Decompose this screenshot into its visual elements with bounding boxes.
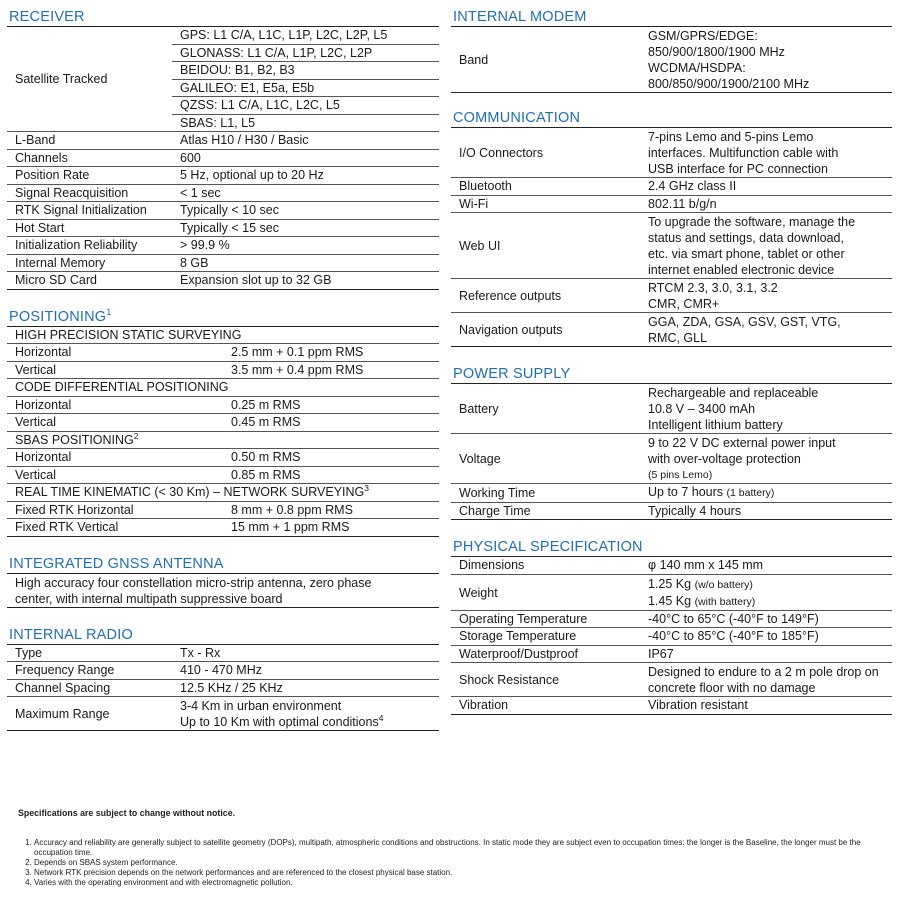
table-row [451, 27, 892, 93]
row-value: RTCM 2.3, 3.0, 3.1, 3.2 CMR, CMR+ [640, 279, 892, 313]
satellite-label: Satellite Tracked [7, 27, 172, 132]
table-row [7, 361, 439, 379]
right-column [451, 8, 892, 733]
receiver-title: RECEIVER [7, 8, 439, 27]
communication-section [451, 109, 892, 347]
table-row [451, 663, 892, 697]
row-value: Expansion slot up to 32 GB [172, 272, 439, 290]
rtk-heading: REAL TIME KINEMATIC (< 30 Km) – NETWORK SURVEYING$^3$ [7, 484, 439, 502]
antenna-title: INTEGRATED GNSS ANTENNA [7, 555, 439, 574]
table-row [7, 132, 439, 150]
positioning-section [7, 308, 439, 537]
row-label: Wi-Fi [451, 195, 640, 213]
table-subheader [7, 431, 439, 449]
row-label: Vertical [7, 414, 223, 432]
antenna-table [7, 574, 439, 608]
table-row [7, 501, 439, 519]
table-row [7, 149, 439, 167]
footnote-list [18, 838, 888, 888]
table-row [7, 519, 439, 537]
row-value: To upgrade the software, manage the status and settings, data download, etc. via smart phone, tablet or other internet enabled electronic device [640, 213, 892, 279]
radio-table [7, 645, 439, 732]
table-subheader [7, 327, 439, 344]
table-row [7, 645, 439, 662]
row-label: Vertical [7, 466, 223, 484]
sbas-heading: SBAS POSITIONING$^2$ [7, 431, 439, 449]
row-label: Bluetooth [451, 178, 640, 196]
row-label: Fixed RTK Vertical [7, 519, 223, 537]
row-label: Band [451, 27, 640, 93]
power-table [451, 384, 892, 520]
table-row [451, 384, 892, 434]
row-value: 7-pins Lemo and 5-pins Lemo interfaces. Multifunction cable with USB interface for PC connection [640, 128, 892, 178]
row-value: Up to 7 hours (1 battery) [640, 484, 892, 503]
table-row [7, 697, 439, 731]
table-row [7, 344, 439, 362]
row-value: > 99.9 % [172, 237, 439, 255]
row-label: Web UI [451, 213, 640, 279]
table-row [451, 557, 892, 574]
row-value: Typically < 10 sec [172, 202, 439, 220]
table-row [451, 213, 892, 279]
antenna-description: High accuracy four constellation micro-strip antenna, zero phase center, with internal multipath suppressive board [7, 574, 439, 608]
row-value: GSM/GPRS/EDGE: 850/900/1800/1900 MHz WCDMA/HSDPA: 800/850/900/1900/2100 MHz [640, 27, 892, 93]
row-value: -40°C to 65°C (-40°F to 149°F) [640, 610, 892, 628]
row-label: Navigation outputs [451, 313, 640, 347]
row-value: 8 GB [172, 254, 439, 272]
row-value: IP67 [640, 645, 892, 663]
row-label: Charge Time [451, 502, 640, 520]
table-row [451, 195, 892, 213]
table-row [451, 128, 892, 178]
satellite-galileo: GALILEO: E1, E5a, E5b [172, 79, 439, 97]
table-row [7, 27, 439, 44]
row-label: Vertical [7, 361, 223, 379]
positioning-title: POSITIONING$^1$ [7, 308, 439, 327]
modem-table [451, 27, 892, 93]
radio-section [7, 626, 439, 732]
row-label: Micro SD Card [7, 272, 172, 290]
table-row [7, 219, 439, 237]
table-row [451, 502, 892, 520]
positioning-table [7, 327, 439, 537]
physical-table [451, 557, 892, 715]
row-label: Waterproof/Dustproof [451, 645, 640, 663]
table-row [7, 167, 439, 185]
table-row [451, 628, 892, 646]
row-value: 0.45 m RMS [223, 414, 439, 432]
table-row [451, 610, 892, 628]
communication-title: COMMUNICATION [451, 109, 892, 128]
row-label: Operating Temperature [451, 610, 640, 628]
table-row [451, 178, 892, 196]
row-value: Vibration resistant [640, 697, 892, 715]
row-value: -40°C to 85°C (-40°F to 185°F) [640, 628, 892, 646]
row-value: 0.25 m RMS [223, 396, 439, 414]
row-label: Position Rate [7, 167, 172, 185]
disclaimer: Specifications are subject to change without notice. [18, 808, 236, 818]
table-row [7, 449, 439, 467]
row-label: Signal Reacquisition [7, 184, 172, 202]
row-value: 600 [172, 149, 439, 167]
row-label: Reference outputs [451, 279, 640, 313]
table-row [7, 414, 439, 432]
row-value: 15 mm + 1 ppm RMS [223, 519, 439, 537]
row-label: Type [7, 645, 172, 662]
row-value: Designed to endure to a 2 m pole drop on concrete floor with no damage [640, 663, 892, 697]
row-value: 3.5 mm + 0.4 ppm RMS [223, 361, 439, 379]
row-label: Frequency Range [7, 662, 172, 680]
receiver-table [7, 27, 439, 290]
modem-section [451, 8, 892, 93]
footnote-item: 3. Network RTK precision depends on the network performances and are referenced to the closest physical base station. [34, 868, 888, 878]
left-column [7, 8, 439, 749]
receiver-section [7, 8, 439, 290]
row-label: Horizontal [7, 449, 223, 467]
row-label: Fixed RTK Horizontal [7, 501, 223, 519]
power-title: POWER SUPPLY [451, 365, 892, 384]
code-diff-heading: CODE DIFFERENTIAL POSITIONING [7, 379, 439, 397]
row-label: L-Band [7, 132, 172, 150]
satellite-beidou: BEIDOU: B1, B2, B3 [172, 62, 439, 80]
row-label: Shock Resistance [451, 663, 640, 697]
antenna-section [7, 555, 439, 608]
row-label: Channel Spacing [7, 679, 172, 697]
table-row [451, 484, 892, 503]
row-label: Hot Start [7, 219, 172, 237]
table-row [451, 279, 892, 313]
footnotes [18, 808, 888, 888]
table-row [7, 237, 439, 255]
row-value: 5 Hz, optional up to 20 Hz [172, 167, 439, 185]
row-value: GGA, ZDA, GSA, GSV, GST, VTG, RMC, GLL [640, 313, 892, 347]
row-value: 2.5 mm + 0.1 ppm RMS [223, 344, 439, 362]
row-label: Horizontal [7, 396, 223, 414]
row-label: Vibration [451, 697, 640, 715]
row-label: Horizontal [7, 344, 223, 362]
row-label: Channels [7, 149, 172, 167]
satellite-sbas: SBAS: L1, L5 [172, 114, 439, 132]
row-value: < 1 sec [172, 184, 439, 202]
row-label: RTK Signal Initialization [7, 202, 172, 220]
table-row [7, 184, 439, 202]
row-label: Battery [451, 384, 640, 434]
row-value: 410 - 470 MHz [172, 662, 439, 680]
table-row [451, 697, 892, 715]
footnote-item: 1. Accuracy and reliability are generally subject to satellite geometry (DOPs), multipath, atmospheric conditions and obstructions. In static mode they are subject even to occupation times: the longer is the Baseline, the longer must be the occupation time. [34, 838, 888, 858]
table-row [451, 313, 892, 347]
footnote-item: 2. Depends on SBAS system performance. [34, 858, 888, 868]
row-value: 12.5 KHz / 25 KHz [172, 679, 439, 697]
table-row [7, 254, 439, 272]
row-value: Atlas H10 / H30 / Basic [172, 132, 439, 150]
hp-static-heading: HIGH PRECISION STATIC SURVEYING [7, 327, 439, 344]
row-label: Maximum Range [7, 697, 172, 731]
table-row [451, 434, 892, 484]
row-value: 1.25 Kg (w/o battery) 1.45 Kg (with battery) [640, 574, 892, 610]
row-label: Internal Memory [7, 254, 172, 272]
radio-title: INTERNAL RADIO [7, 626, 439, 645]
row-value: Rechargeable and replaceable 10.8 V – 3400 mAh Intelligent lithium battery [640, 384, 892, 434]
table-row [7, 396, 439, 414]
power-section [451, 365, 892, 520]
table-row [451, 645, 892, 663]
satellite-qzss: QZSS: L1 C/A, L1C, L2C, L5 [172, 97, 439, 115]
footnote-item: 4. Varies with the operating environment and with electromagnetic pollution. [34, 878, 888, 888]
row-label: Dimensions [451, 557, 640, 574]
row-value: 3-4 Km in urban environment Up to 10 Km with optimal conditions$^4$ [172, 697, 439, 731]
table-row [7, 466, 439, 484]
row-value: Typically < 15 sec [172, 219, 439, 237]
row-value: 0.85 m RMS [223, 466, 439, 484]
row-value: 0.50 m RMS [223, 449, 439, 467]
row-label: Voltage [451, 434, 640, 484]
modem-title: INTERNAL MODEM [451, 8, 892, 27]
table-row [7, 662, 439, 680]
row-value: 8 mm + 0.8 ppm RMS [223, 501, 439, 519]
row-value: 9 to 22 V DC external power input with over-voltage protection (5 pins Lemo) [640, 434, 892, 484]
satellite-glonass: GLONASS: L1 C/A, L1P, L2C, L2P [172, 44, 439, 62]
row-label: Initialization Reliability [7, 237, 172, 255]
table-row [7, 574, 439, 608]
physical-section [451, 538, 892, 715]
row-label: I/O Connectors [451, 128, 640, 178]
row-label: Storage Temperature [451, 628, 640, 646]
row-value: 802.11 b/g/n [640, 195, 892, 213]
table-row [7, 272, 439, 290]
row-label: Working Time [451, 484, 640, 503]
physical-title: PHYSICAL SPECIFICATION [451, 538, 892, 557]
satellite-gps: GPS: L1 C/A, L1C, L1P, L2C, L2P, L5 [172, 27, 439, 44]
table-row [7, 202, 439, 220]
table-row [451, 574, 892, 610]
row-label: Weight [451, 574, 640, 610]
table-subheader [7, 484, 439, 502]
row-value: φ 140 mm x 145 mm [640, 557, 892, 574]
row-value: 2.4 GHz class II [640, 178, 892, 196]
row-value: Tx - Rx [172, 645, 439, 662]
row-value: Typically 4 hours [640, 502, 892, 520]
table-subheader [7, 379, 439, 397]
table-row [7, 679, 439, 697]
communication-table [451, 128, 892, 347]
